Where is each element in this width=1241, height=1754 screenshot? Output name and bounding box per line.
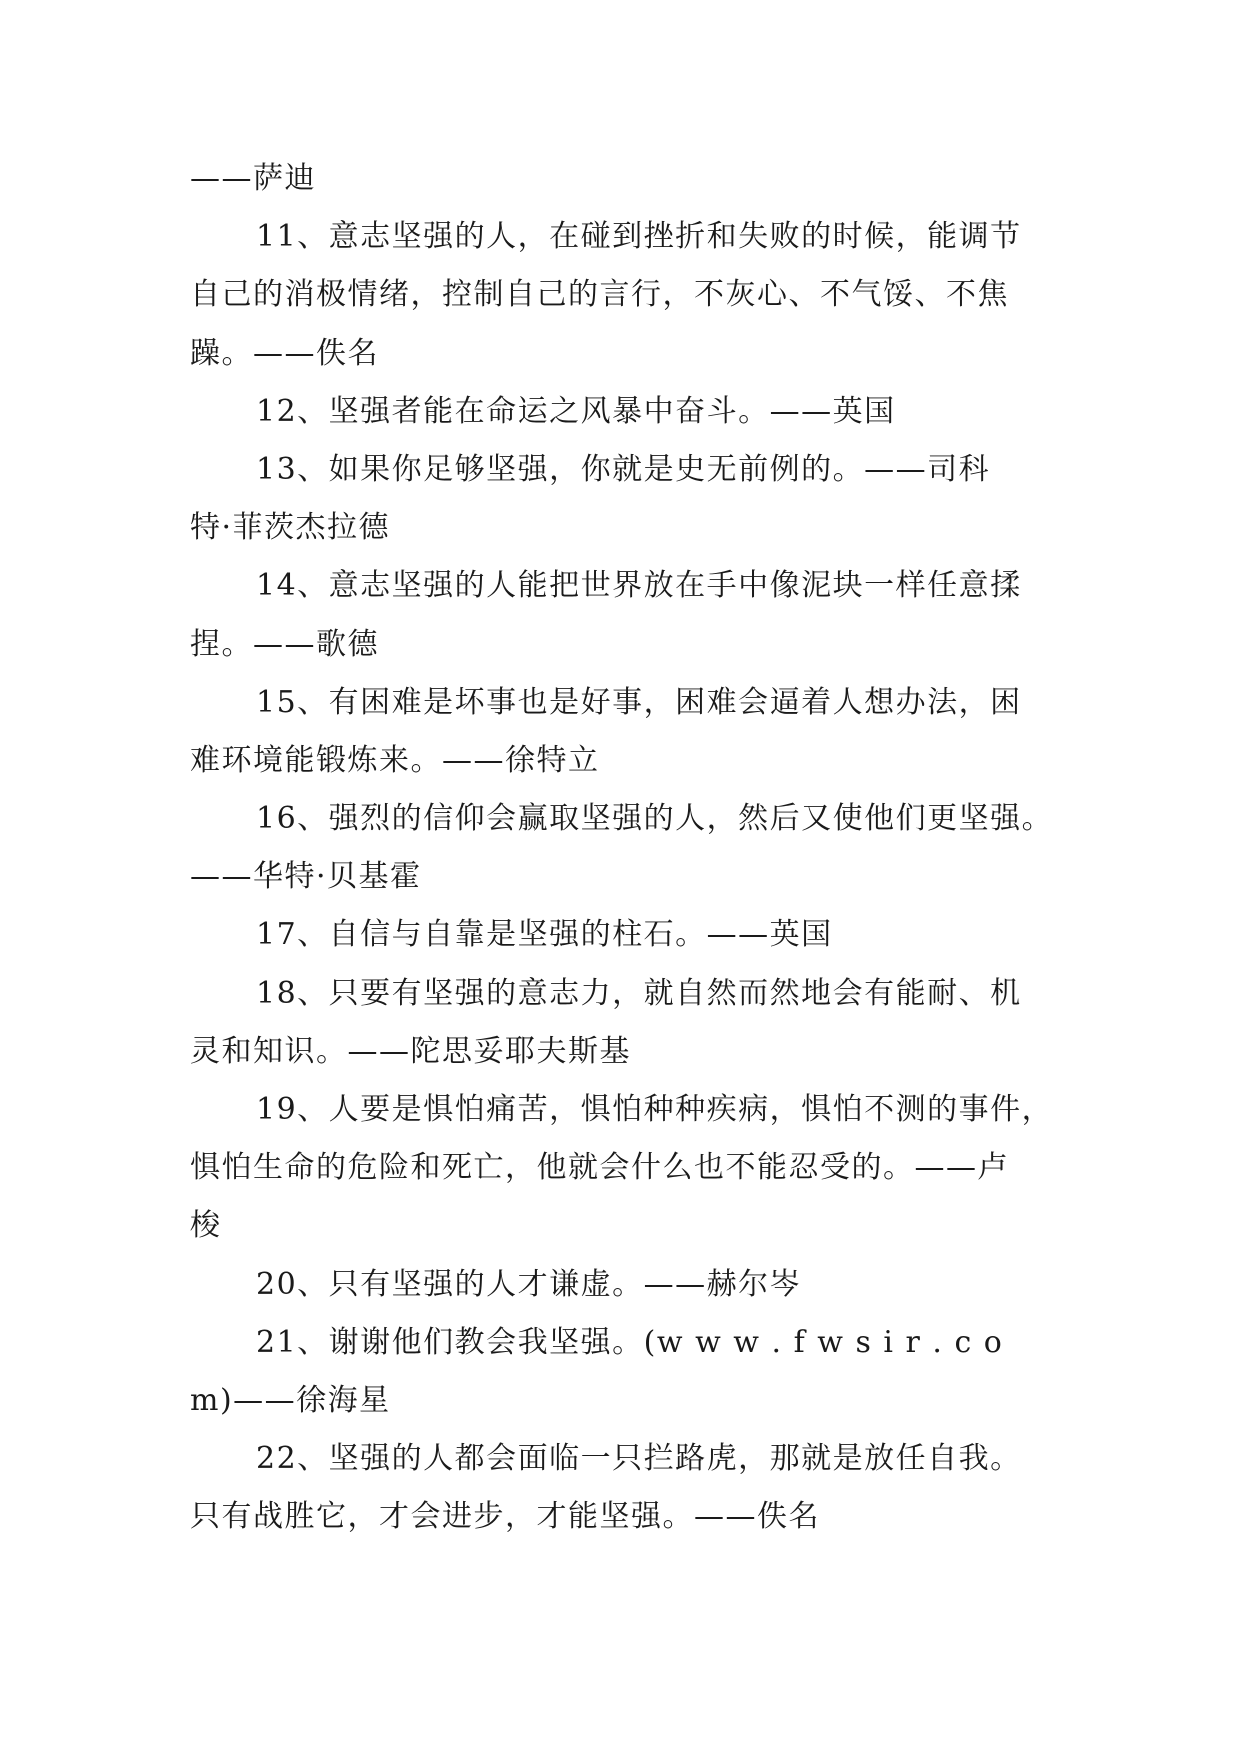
quote-21-line-1: 21、谢谢他们教会我坚强。(w w w . f w s i r . c o xyxy=(256,1324,1004,1360)
quote-17-line-1: 17、自信与自靠是坚强的柱石。——英国 xyxy=(256,917,833,953)
quote-21-line-2: m)——徐海星 xyxy=(190,1382,391,1418)
quote-13-line-1: 13、如果你足够坚强，你就是史无前例的。——司科 xyxy=(256,451,991,487)
quote-16-line-1: 16、强烈的信仰会赢取坚强的人，然后又使他们更坚强。 xyxy=(256,801,1054,837)
quote-14-line-2: 捏。——歌德 xyxy=(190,626,379,662)
quote-19-line-2: 惧怕生命的危险和死亡，他就会什么也不能忍受的。——卢 xyxy=(190,1150,1009,1186)
quote-22-line-2: 只有战胜它，才会进步，才能坚强。——佚名 xyxy=(190,1499,820,1535)
quote-14-line-1: 14、意志坚强的人能把世界放在手中像泥块一样任意揉 xyxy=(256,568,1022,604)
quote-22-line-1: 22、坚强的人都会面临一只拦路虎，那就是放任自我。 xyxy=(256,1441,1022,1477)
quote-13-line-2: 特·菲茨杰拉德 xyxy=(190,510,391,546)
quote-11-line-3: 躁。——佚名 xyxy=(190,335,379,371)
quote-19-line-3: 梭 xyxy=(190,1208,222,1244)
quote-20-line-1: 20、只有坚强的人才谦虚。——赫尔岑 xyxy=(256,1266,802,1302)
document-body xyxy=(190,150,1060,1547)
quote-11-line-2: 自己的消极情绪，控制自己的言行，不灰心、不气馁、不焦 xyxy=(190,277,1009,313)
quote-attribution: ——萨迪 xyxy=(190,161,316,196)
quote-15-line-1: 15、有困难是坏事也是好事，困难会逼着人想办法，困 xyxy=(256,684,1022,720)
quote-15-line-2: 难环境能锻炼来。——徐特立 xyxy=(190,742,600,778)
quote-18-line-2: 灵和知识。——陀思妥耶夫斯基 xyxy=(190,1033,631,1069)
quote-11-line-1: 11、意志坚强的人，在碰到挫折和失败的时候，能调节 xyxy=(256,219,1022,255)
quote-19-line-1: 19、人要是惧怕痛苦，惧怕种种疾病，惧怕不测的事件， xyxy=(256,1092,1054,1127)
quote-16-line-2: ——华特·贝基霍 xyxy=(190,859,422,895)
quote-12-line-1: 12、坚强者能在命运之风暴中奋斗。——英国 xyxy=(256,393,896,429)
quote-18-line-1: 18、只要有坚强的意志力，就自然而然地会有能耐、机 xyxy=(256,975,1022,1011)
